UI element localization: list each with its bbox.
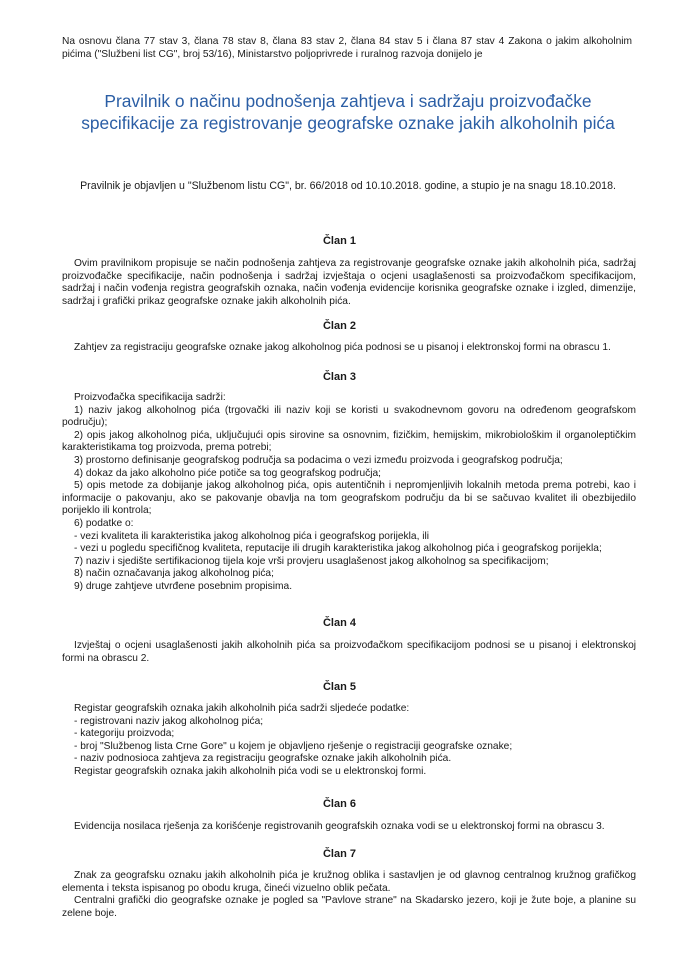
article-5-line: - registrovani naziv jakog alkoholnog pića;: [74, 715, 264, 727]
article-5-line: Registar geografskih oznaka jakih alkoholnih pića vodi se u elektronskoj formi.: [74, 765, 427, 777]
article-body-4: [62, 640, 636, 665]
article-body-2: [62, 342, 636, 355]
article-3-line: 8) način označavanja jakog alkoholnog pića;: [74, 568, 274, 580]
article-5-line: - naziv podnosioca zahtjeva za registraciju geografske oznake jakih alkoholnih pića.: [74, 753, 452, 765]
article-heading-4: Član 4: [322, 617, 356, 629]
article-3-line: - vezi u pogledu specifičnog kvaliteta, reputacije ili drugih karakteristika jakog alkoholnog pića i geografskog porijekla;: [74, 543, 602, 555]
page-title: Pravilnik o načinu podnošenja zahtjeva i sadržaju proizvođačke specifikacije za registrovanje geografske oznake jakih alkoholnih pića: [81, 91, 615, 133]
article-5-line: - broj "Službenog lista Crne Gore" u kojem je objavljeno rješenje o registraciji geografske oznake;: [74, 740, 513, 752]
article-body-3: [62, 392, 636, 594]
article-3-line: 4) dokaz da jako alkoholno piće potiče sa tog geografskog područja;: [74, 467, 381, 479]
article-heading-7: Član 7: [322, 848, 356, 860]
publication-note: Pravilnik je objavljen u "Službenom listu CG", br. 66/2018 od 10.10.2018. godine, a stupio je na snagu 18.10.2018.: [80, 180, 616, 192]
article-heading-5: Član 5: [322, 681, 356, 693]
intro-paragraph: Na osnovu člana 77 stav 3, člana 78 stav 8, člana 83 stav 2, člana 84 stav 5 i člana 87 stav 4 Zakona o jakim alkoholnim pićima ("Službeni list CG", broj 53/16), Ministarstvo poljoprivrede i ruralnog razvoja donijelo je: [62, 36, 632, 60]
article-2-line: Zahtjev za registraciju geografske oznake jakog alkoholnog pića podnosi se u pisanoj i elektronskoj formi na obrascu 1.: [74, 342, 611, 353]
article-4-line: Izvještaj o ocjeni usaglašenosti jakih alkoholnih pića sa proizvođačkom specifikacijom podnosi se u pisanoj i elektronskoj formi na obrascu 2.: [62, 640, 636, 664]
article-heading-2: Član 2: [322, 320, 356, 332]
article-body-1: [62, 258, 636, 308]
article-7-line: Centralni grafički dio geografske oznake je pogled sa "Pavlove strane" na Skadarsko jezero, koji je žute boje, a planine su zelene boje.: [62, 895, 636, 919]
article-3-line: 2) opis jakog alkoholnog pića, uključujući opis sirovine sa osnovnim, fizičkim, hemijskim, mikrobiološkim il organoleptičkim karakteristikama tog proizvoda, prema potrebi;: [62, 429, 636, 454]
article-5-line: - kategoriju proizvoda;: [74, 728, 175, 740]
article-7-line: Znak za geografsku oznaku jakih alkoholnih pića je kružnog oblika i sastavljen je od glavnog centralnog kružnog grafičkog elementa i teksta ispisanog po obodu kruga, čineći vizuelno oblik pečata.: [62, 870, 636, 894]
article-3-line: 6) podatke o:: [74, 517, 134, 529]
article-3-line: Proizvođačka specifikacija sadrži:: [74, 392, 226, 403]
article-heading-3: Član 3: [322, 371, 356, 383]
article-heading-6: Član 6: [322, 798, 356, 810]
article-3-line: 7) naziv i sjedište sertifikacionog tijela koje vrši provjeru usaglašenost jakog alkoholnog sa specifikacijom;: [74, 555, 549, 567]
article-6-line: Evidencija nosilaca rješenja za korišćenje registrovanih geografskih oznaka vodi se u elektronskoj formi na obrascu 3.: [74, 821, 605, 832]
article-body-7: [62, 870, 636, 920]
article-3-line: 3) prostorno definisanje geografskog područja sa podacima o vezi između proizvoda i geografskog područja;: [74, 454, 563, 466]
article-5-line: Registar geografskih oznaka jakih alkoholnih pića sadrži sljedeće podatke:: [74, 703, 410, 714]
article-body-5: [62, 703, 636, 779]
article-heading-1: Član 1: [322, 235, 356, 247]
article-3-line: 9) druge zahtjeve utvrđene posebnim propisima.: [74, 580, 293, 592]
article-body-6: [62, 821, 636, 834]
article-3-line: - vezi kvaliteta ili karakteristika jakog alkoholnog pića i geografskog porijekla, ili: [74, 530, 430, 542]
article-3-line: 1) naziv jakog alkoholnog pića (trgovački ili naziv koji se koristi u svakodnevnom govoru na određenom geografskom području);: [62, 404, 636, 429]
article-3-line: 5) opis metode za dobijanje jakog alkoholnog pića, opis autentičnih i nepromjenljivih lokalnih metoda prema potrebi, kao i informacije o pakovanju, ako se pakovanje obavlja na tom geografskom području da bi se sačuvao kvalitet ili obezbijedilo porijeklo ili kontrola;: [62, 480, 636, 517]
article-1-line: Ovim pravilnikom propisuje se način podnošenja zahtjeva za registrovanje geografske oznake jakih alkoholnih pića, sadržaj proizvođačke specifikacije, način podnošenja i sadržaj izvještaja o ocjeni usaglašenosti sa proizvođačkom specifikacijom, sadržaj i način vođenja registra geografskih oznaka, način vođenja evidencije korisnika geografske oznake i izgled, dimenzije, sadržaj i grafički prikaz geografske oznake jakih alkoholnih pića.: [62, 258, 636, 307]
